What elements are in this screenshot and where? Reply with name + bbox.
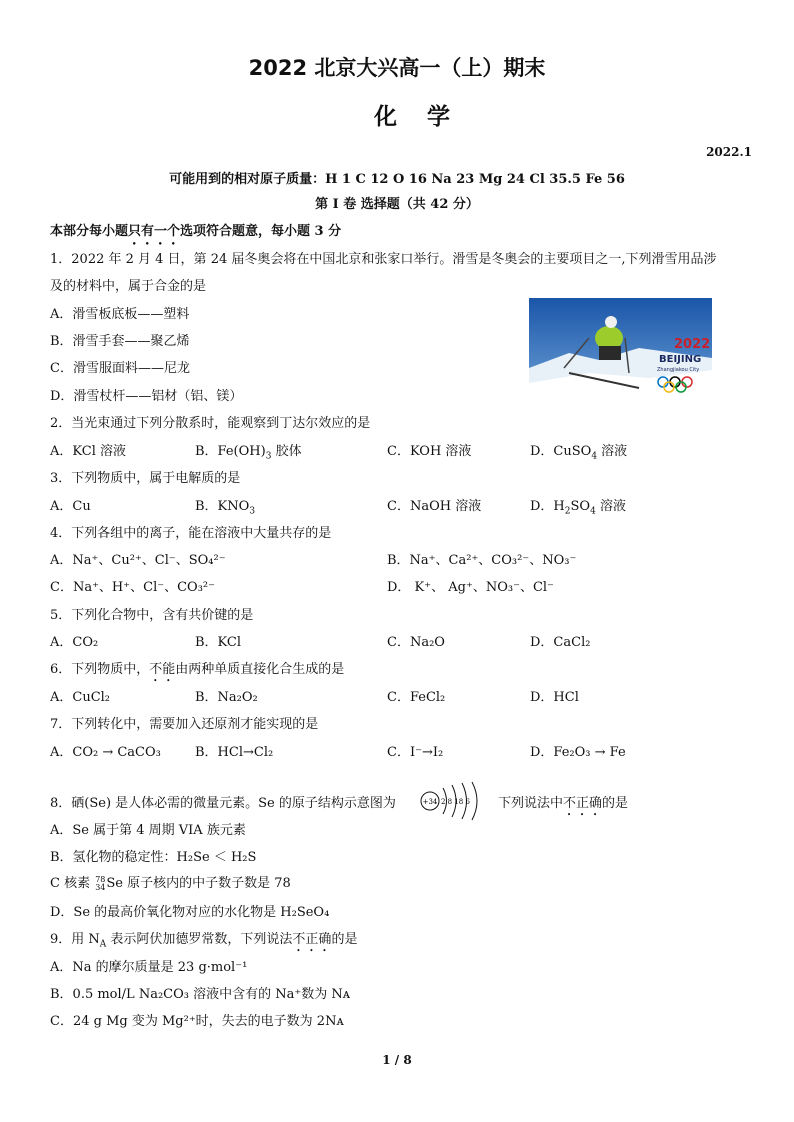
q6-option-d: D．HCl: [530, 690, 579, 705]
page-number: 1 / 8: [382, 1053, 412, 1067]
q8-option-c: C 核素 78 34Se 原子核内的中子数子数是 78: [50, 874, 291, 892]
selenium-atom-diagram: [418, 780, 498, 822]
q2-stem: 2．当光束通过下列分散系时，能观察到丁达尔效应的是: [50, 416, 371, 431]
q5-stem: 5．下列化合物中，含有共价键的是: [50, 608, 254, 623]
q8-option-b: B．氢化物的稳定性：H₂Se ＜ H₂S: [50, 850, 257, 865]
subject-title: 化学: [374, 104, 480, 130]
q6-option-a: A．CuCl₂: [50, 690, 111, 705]
q1-option-a: A．滑雪板底板——塑料: [50, 307, 190, 322]
q4-option-a: A．Na⁺、Cu²⁺、Cl⁻、SO₄²⁻: [50, 553, 226, 568]
q6-stem: 6．下列物质中，不能由两种单质直接化合生成的是: [50, 662, 345, 677]
q3-option-a: A．Cu: [50, 499, 91, 514]
q4-option-c: C．Na⁺、H⁺、Cl⁻、CO₃²⁻: [50, 580, 215, 595]
q9-option-a: A．Na 的摩尔质量是 23 g·mol⁻¹: [50, 960, 248, 975]
q7-stem: 7．下列转化中，需要加入还原剂才能实现的是: [50, 717, 319, 732]
atom-shells: 2 8 18 6: [441, 798, 470, 806]
q6-option-c: C．FeCl₂: [387, 690, 446, 705]
nuclide-notation: 78 34: [95, 874, 106, 892]
q2-option-d: D．CuSO$_4$ 溶液: [530, 444, 628, 462]
q1-option-b: B．滑雪手套——聚乙烯: [50, 334, 190, 349]
q2-option-b: B．$Fe(OH)_3$ 胶体: [195, 444, 302, 462]
atomic-masses: 可能用到的相对原子质量：H 1 C 12 O 16 Na 23 Mg 24 Cl 35.5 Fe 56: [169, 172, 625, 187]
q8-option-a: A．Se 属于第 4 周期 VIA 族元素: [50, 823, 246, 838]
q5-option-c: C．Na₂O: [387, 635, 445, 650]
q7-option-a: A．CO₂ → CaCO₃: [50, 745, 161, 760]
q3-option-b: B．$KNO_3$: [195, 499, 256, 517]
q2-option-c: C．KOH 溶液: [387, 444, 472, 459]
q7-option-b: B．HCl→Cl₂: [195, 745, 274, 760]
q3-stem: 3．下列物质中，属于电解质的是: [50, 471, 241, 486]
q1-option-d: D．滑雪杖杆——铝材（铝、镁）: [50, 389, 243, 404]
q2-option-a: A．KCl 溶液: [50, 444, 126, 459]
q3-option-c: C．NaOH 溶液: [387, 499, 482, 514]
q4-option-b: B．Na⁺、Ca²⁺、CO₃²⁻、NO₃⁻: [387, 553, 577, 568]
atom-nucleus: +34: [422, 798, 438, 806]
q8-option-d: D．Se 的最高价氧化物对应的水化物是 H₂SeO₄: [50, 905, 330, 920]
q5-option-b: B．KCl: [195, 635, 242, 650]
q8-stem-part2: 下列说法中不正确的是: [498, 796, 629, 811]
section-title: 第 I 卷 选择题（共 42 分）: [315, 197, 479, 212]
q4-stem: 4．下列各组中的离子，能在溶液中大量共存的是: [50, 526, 332, 541]
q1-stem-line2: 及的材料中，属于合金的是: [50, 279, 207, 294]
q7-option-d: D．Fe₂O₃ → Fe: [530, 745, 626, 760]
skier-photo: [529, 298, 712, 402]
q6-option-b: B．Na₂O₂: [195, 690, 258, 705]
q1-option-c: C．滑雪服面料——尼龙: [50, 361, 190, 376]
exam-title: 2022 北京大兴高一（上）期末: [248, 56, 546, 80]
exam-date: 2022.1: [706, 145, 752, 159]
logo-beijing: BEIJING: [659, 354, 702, 365]
q9-stem: 9．用 $N_A$ 表示阿伏加德罗常数，下列说法不正确的是: [50, 932, 358, 950]
logo-sub: Zhangjiakou City: [657, 367, 700, 373]
q1-stem-line1: 1．2022 年 2 月 4 日，第 24 届冬奥会将在中国北京和张家口举行。滑雪是冬奥会的主要项目之一,下列滑雪用品涉: [50, 252, 717, 267]
q5-option-d: D．CaCl₂: [530, 635, 591, 650]
instructions: 本部分每小题只有一个选项符合题意，每小题 3 分: [50, 224, 342, 239]
q7-option-c: C．I⁻→I₂: [387, 745, 444, 760]
q5-option-a: A．CO₂: [50, 635, 99, 650]
logo-2022: 2022: [674, 337, 711, 352]
q9-option-b: B．0.5 mol/L Na₂CO₃ 溶液中含有的 Na⁺数为 Nᴀ: [50, 987, 351, 1002]
q9-option-c: C．24 g Mg 变为 Mg²⁺时，失去的电子数为 2Nᴀ: [50, 1014, 344, 1029]
q3-option-d: D．$H_2SO_4$ 溶液: [530, 499, 626, 517]
q8-stem-part1: 8．硒(Se) 是人体必需的微量元素。Se 的原子结构示意图为: [50, 796, 396, 811]
q4-option-d: D． K⁺、 Ag⁺、NO₃⁻、Cl⁻: [387, 580, 554, 595]
